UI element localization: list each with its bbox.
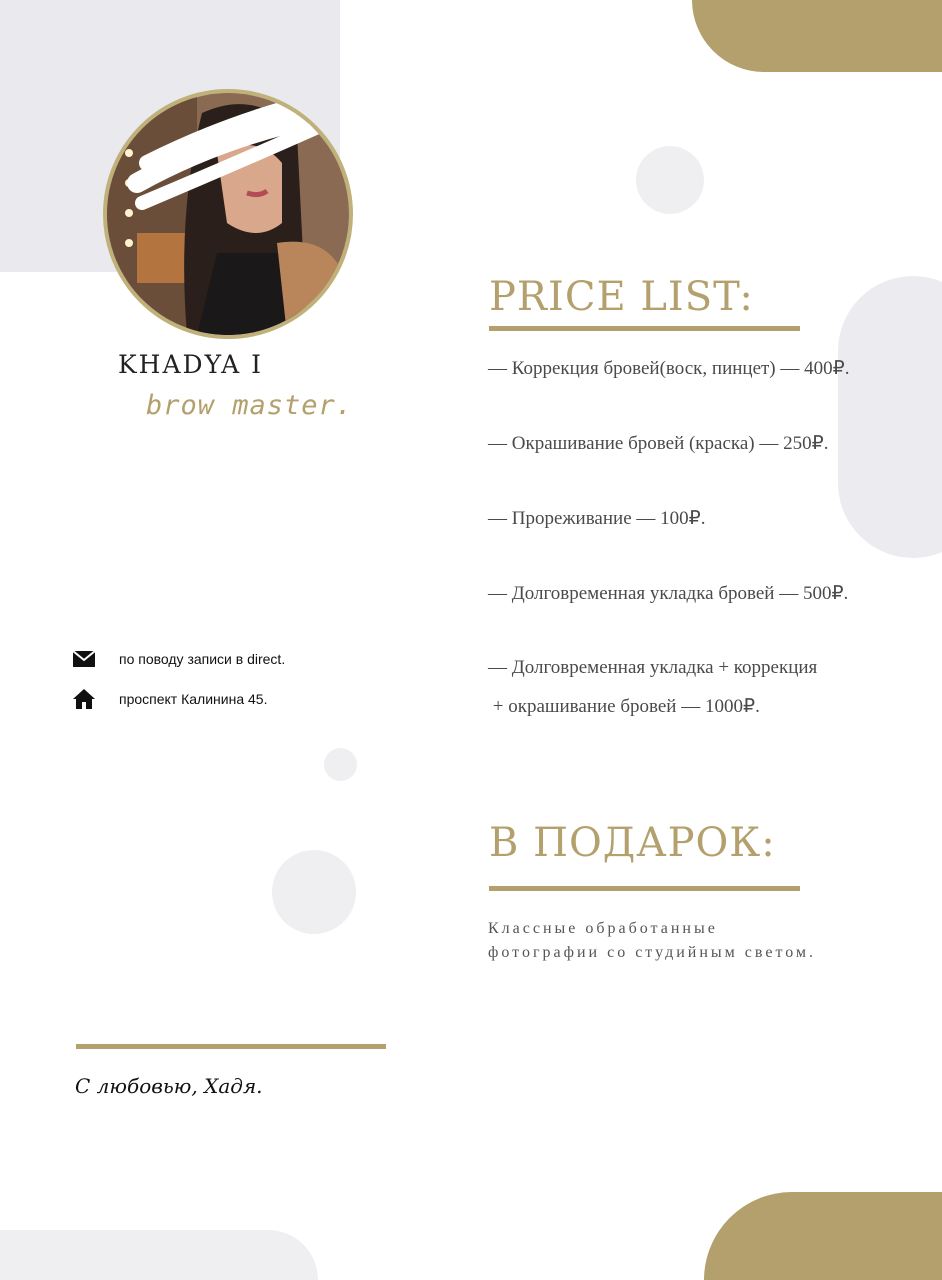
price-list-divider: [489, 326, 800, 331]
price-list-heading: PRICE LIST:: [489, 274, 754, 320]
gold-shape-top-right: [692, 0, 942, 72]
gift-divider: [489, 886, 800, 891]
decorative-circle: [324, 748, 357, 781]
signature: С любовью, Хадя.: [75, 1074, 263, 1098]
home-icon: [72, 688, 96, 710]
contact-row-address: [72, 688, 267, 710]
contact-direct-text: по поводу записи в direct.: [119, 651, 286, 667]
price-item: — Долговременная укладка + коррекция: [488, 657, 818, 678]
price-item: — Коррекция бровей(воск, пинцет) — 400₽.: [488, 358, 850, 379]
profile-subtitle: brow master.: [146, 390, 354, 421]
price-item: — Окрашивание бровей (краска) — 250₽.: [488, 433, 829, 454]
background-pill-right: [838, 276, 942, 558]
price-item: — Долговременная укладка бровей — 500₽.: [488, 583, 849, 604]
price-item: + окрашивание бровей — 1000₽.: [488, 696, 760, 717]
gift-line: Классные обработанные: [488, 920, 718, 937]
price-item: — Прореживание — 100₽.: [488, 508, 706, 529]
background-shape-bottom-left: [0, 1230, 318, 1280]
gift-line: фотографии со студийным светом.: [488, 944, 817, 961]
profile-name: KHADYA I: [118, 350, 264, 379]
avatar: [103, 89, 353, 339]
envelope-icon: [72, 648, 96, 670]
signature-divider: [76, 1044, 386, 1049]
contact-address-text: проспект Калинина 45.: [119, 691, 268, 707]
gift-heading: В ПОДАРОК:: [489, 820, 776, 866]
contact-row-direct: [72, 648, 285, 670]
profile-photo: [107, 93, 349, 335]
decorative-circle: [272, 850, 356, 934]
decorative-circle: [636, 146, 704, 214]
gold-shape-bottom-right: [704, 1192, 942, 1280]
